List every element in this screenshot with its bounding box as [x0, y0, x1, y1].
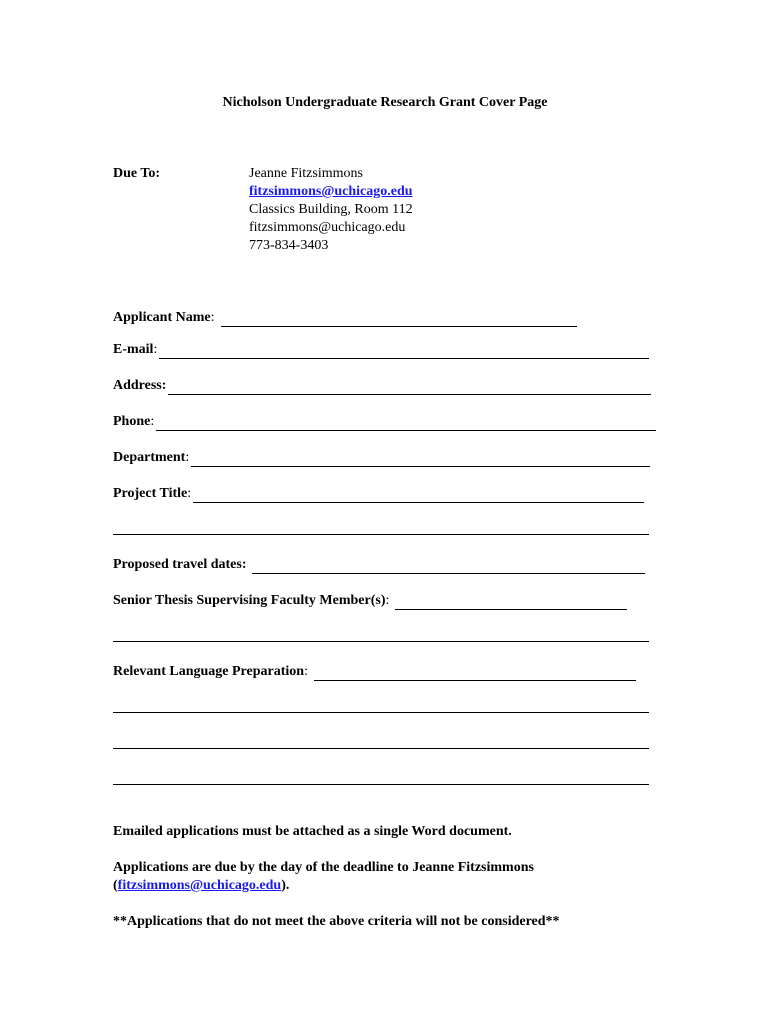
department-field: Department : [113, 449, 650, 467]
phone-label: Phone [113, 414, 151, 429]
contact-phone: 773-834-3403 [249, 238, 329, 253]
phone-field: Phone : [113, 413, 656, 431]
phone-input-line[interactable] [156, 416, 656, 431]
address-input-line[interactable] [168, 380, 651, 395]
supervisor-continuation-line[interactable] [113, 641, 649, 642]
supervisor-label: Senior Thesis Supervising Faculty Member(s) [113, 593, 386, 608]
due-to-label: Due To: [113, 166, 161, 181]
criteria-note: **Applications that do not meet the above criteria will not be considered** [113, 914, 560, 929]
project-title-continuation-line[interactable] [113, 534, 649, 535]
contact-name: Jeanne Fitzsimmons [249, 166, 363, 181]
page-title: Nicholson Undergraduate Research Grant Cover Page [222, 95, 548, 110]
project-title-label: Project Title [113, 486, 188, 501]
email-field: E-mail : [113, 341, 649, 359]
project-title-input-line[interactable] [193, 488, 644, 503]
due-to-block [249, 165, 413, 255]
deadline-paren-close: ). [281, 878, 290, 893]
email-input-line[interactable] [159, 344, 649, 359]
supervisor-field: Senior Thesis Supervising Faculty Member(s) : [113, 592, 627, 610]
language-input-line[interactable] [314, 666, 636, 681]
project-title-field: Project Title : [113, 485, 644, 503]
contact-email-link[interactable]: fitzsimmons@uchicago.edu [249, 184, 413, 199]
email-label: E-mail [113, 342, 154, 357]
contact-email: fitzsimmons@uchicago.edu [249, 220, 406, 235]
department-input-line[interactable] [191, 452, 650, 467]
language-field: Relevant Language Preparation : [113, 663, 636, 681]
department-label: Department [113, 450, 186, 465]
travel-dates-input-line[interactable] [252, 559, 645, 574]
language-continuation-line-3[interactable] [113, 784, 649, 785]
travel-dates-label: Proposed travel dates: [113, 557, 247, 572]
applicant-name-label: Applicant Name [113, 310, 211, 325]
applicant-name-input-line[interactable] [221, 312, 577, 327]
language-label: Relevant Language Preparation [113, 664, 305, 679]
deadline-paren-open: ( [113, 878, 118, 893]
language-continuation-line-2[interactable] [113, 748, 649, 749]
deadline-email-link[interactable]: fitzsimmons@uchicago.edu [117, 878, 282, 893]
deadline-note-line1: Applications are due by the day of the deadline to Jeanne Fitzsimmons [113, 860, 534, 875]
deadline-note-line2 [113, 877, 289, 895]
language-continuation-line-1[interactable] [113, 712, 649, 713]
supervisor-input-line[interactable] [395, 595, 627, 610]
travel-dates-field [113, 556, 645, 574]
word-document-note: Emailed applications must be attached as a single Word document. [113, 824, 512, 839]
address-field [113, 377, 651, 395]
contact-building: Classics Building, Room 112 [249, 202, 413, 217]
address-label: Address: [113, 378, 167, 393]
applicant-name-field: Applicant Name : [113, 309, 577, 327]
